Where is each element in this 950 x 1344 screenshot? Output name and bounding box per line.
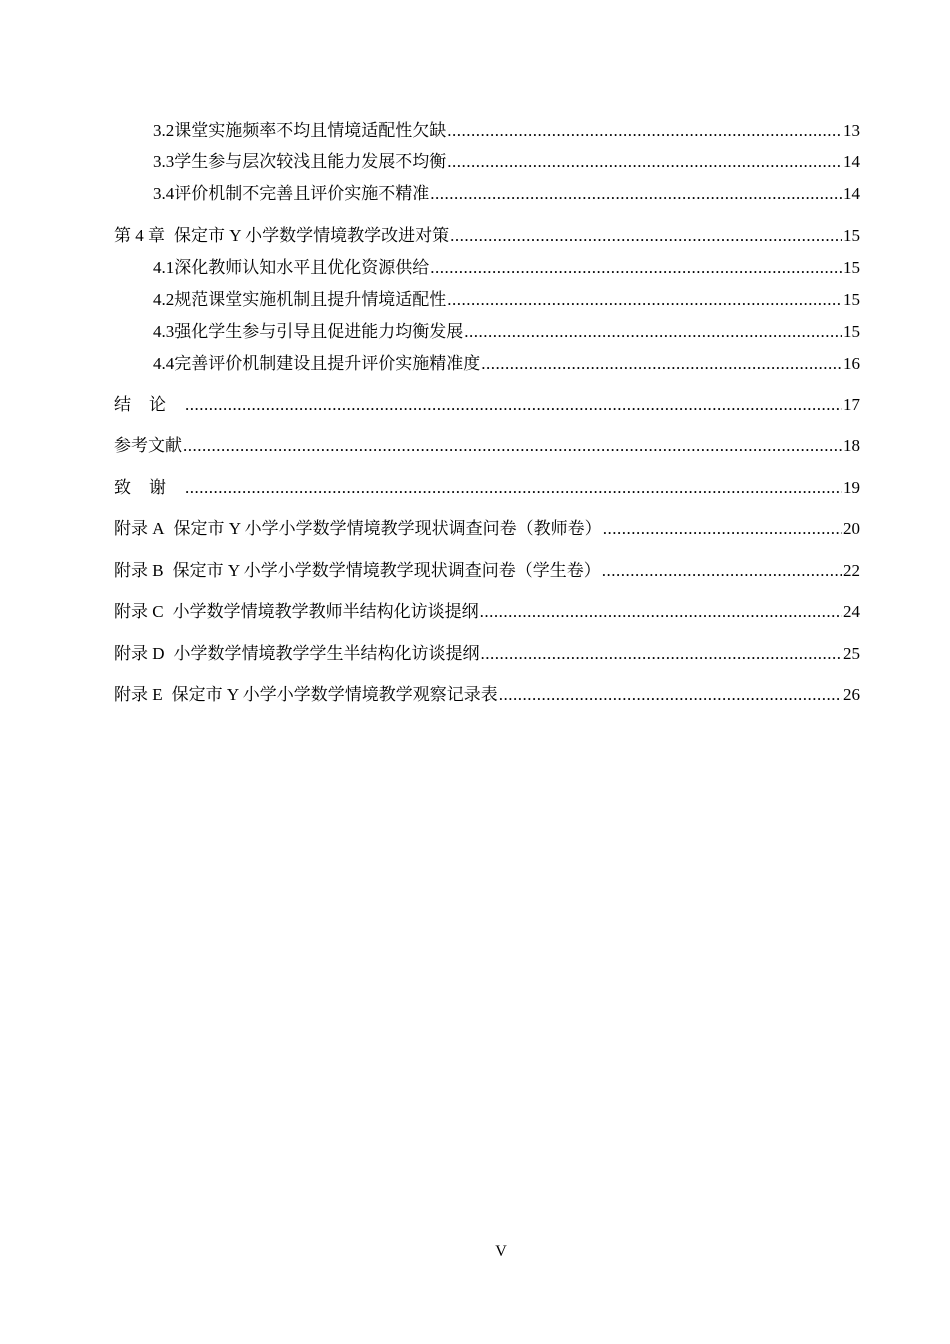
toc-entry-number: 附录 D xyxy=(114,644,165,663)
toc-entry-page: 17 xyxy=(843,395,860,414)
toc-entry-number: 3.2 xyxy=(153,121,175,140)
toc-entry-appendix-d[interactable] xyxy=(114,643,860,665)
toc-entry-appendix-a[interactable] xyxy=(114,518,860,540)
toc-entry-appendix-e[interactable] xyxy=(114,684,860,706)
toc-dot-leader xyxy=(447,120,842,142)
toc-entry-4-1[interactable] xyxy=(153,257,860,279)
toc-entry-chapter-4[interactable] xyxy=(114,225,860,247)
toc-entry-number: 附录 A xyxy=(114,519,165,538)
toc-entry-page: 26 xyxy=(843,685,860,704)
toc-entry-page: 15 xyxy=(843,258,860,277)
toc-dot-leader xyxy=(481,643,842,665)
toc-entry-page: 14 xyxy=(843,152,860,171)
toc-entry-page: 16 xyxy=(843,354,860,373)
toc-entry-page: 19 xyxy=(843,478,860,497)
toc-entry-page: 24 xyxy=(843,602,860,621)
toc-dot-leader xyxy=(447,151,842,173)
toc-dot-leader xyxy=(183,435,842,457)
toc-entry-title: 结论 xyxy=(114,395,184,414)
toc-entry-appendix-c[interactable] xyxy=(114,601,860,623)
toc-entry-title: 保定市 Y 小学小学数学情境教学观察记录表 xyxy=(171,685,498,704)
toc-entry-4-2[interactable] xyxy=(153,289,860,311)
toc-entry-page: 14 xyxy=(843,184,860,203)
toc-entry-number: 4.4 xyxy=(153,354,175,373)
toc-entry-title: 深化教师认知水平且优化资源供给 xyxy=(174,258,430,277)
toc-entry-title: 保定市 Y 小学小学数学情境教学现状调查问卷（教师卷） xyxy=(173,519,602,538)
toc-entry-3-2[interactable] xyxy=(153,120,860,142)
toc-dot-leader xyxy=(602,560,842,582)
toc-entry-title: 课堂实施频率不均且情境适配性欠缺 xyxy=(174,121,447,140)
toc-entry-number: 3.3 xyxy=(153,152,175,171)
toc-dot-leader xyxy=(185,394,842,416)
toc-entry-references[interactable] xyxy=(114,435,860,457)
toc-dot-leader xyxy=(603,518,842,540)
toc-entry-page: 20 xyxy=(843,519,860,538)
toc-entry-page: 15 xyxy=(843,322,860,341)
toc-entry-3-3[interactable] xyxy=(153,151,860,173)
toc-entry-page: 22 xyxy=(843,561,860,580)
toc-entry-title: 强化学生参与引导且促进能力均衡发展 xyxy=(174,322,464,341)
toc-entry-number: 附录 B xyxy=(114,561,164,580)
toc-dot-leader xyxy=(499,684,842,706)
toc-entry-3-4[interactable] xyxy=(153,183,860,205)
toc-entry-title: 保定市 Y 小学数学情境教学改进对策 xyxy=(174,226,450,245)
toc-entry-number: 第 4 章 xyxy=(114,226,165,245)
toc-entry-4-4[interactable] xyxy=(153,353,860,375)
toc-entry-page: 25 xyxy=(843,644,860,663)
toc-dot-leader xyxy=(430,183,842,205)
toc-dot-leader xyxy=(185,477,842,499)
toc-entry-page: 18 xyxy=(843,436,860,455)
toc-entry-acknowledgements[interactable] xyxy=(114,477,860,499)
toc-entry-page: 13 xyxy=(843,121,860,140)
toc-entry-appendix-b[interactable] xyxy=(114,560,860,582)
toc-entry-title: 学生参与层次较浅且能力发展不均衡 xyxy=(174,152,447,171)
toc-entry-conclusion[interactable] xyxy=(114,394,860,416)
toc-entry-page: 15 xyxy=(843,290,860,309)
toc-dot-leader xyxy=(430,257,842,279)
toc-dot-leader xyxy=(480,601,842,623)
toc-entry-number: 附录 E xyxy=(114,685,163,704)
toc-entry-title: 致谢 xyxy=(114,478,184,497)
toc-entry-title: 参考文献 xyxy=(114,436,182,455)
toc-dot-leader xyxy=(450,225,842,247)
toc-entry-4-3[interactable] xyxy=(153,321,860,343)
toc-entry-number: 4.1 xyxy=(153,258,175,277)
toc-entry-title: 保定市 Y 小学小学数学情境教学现状调查问卷（学生卷） xyxy=(172,561,601,580)
toc-entry-number: 3.4 xyxy=(153,184,175,203)
toc-dot-leader xyxy=(447,289,842,311)
toc-entry-title: 评价机制不完善且评价实施不精准 xyxy=(174,184,430,203)
toc-entry-title: 规范课堂实施机制且提升情境适配性 xyxy=(174,290,447,309)
toc-dot-leader xyxy=(481,353,842,375)
toc-entry-number: 4.2 xyxy=(153,290,175,309)
toc-entry-title: 完善评价机制建设且提升评价实施精准度 xyxy=(174,354,481,373)
toc-dot-leader xyxy=(464,321,842,343)
toc-entry-title: 小学数学情境教学教师半结构化访谈提纲 xyxy=(172,602,479,621)
toc-entry-number: 4.3 xyxy=(153,322,175,341)
toc-entry-number: 附录 C xyxy=(114,602,164,621)
toc-entry-page: 15 xyxy=(843,226,860,245)
toc-entry-title: 小学数学情境教学学生半结构化访谈提纲 xyxy=(173,644,480,663)
page-number: V xyxy=(495,1243,507,1260)
